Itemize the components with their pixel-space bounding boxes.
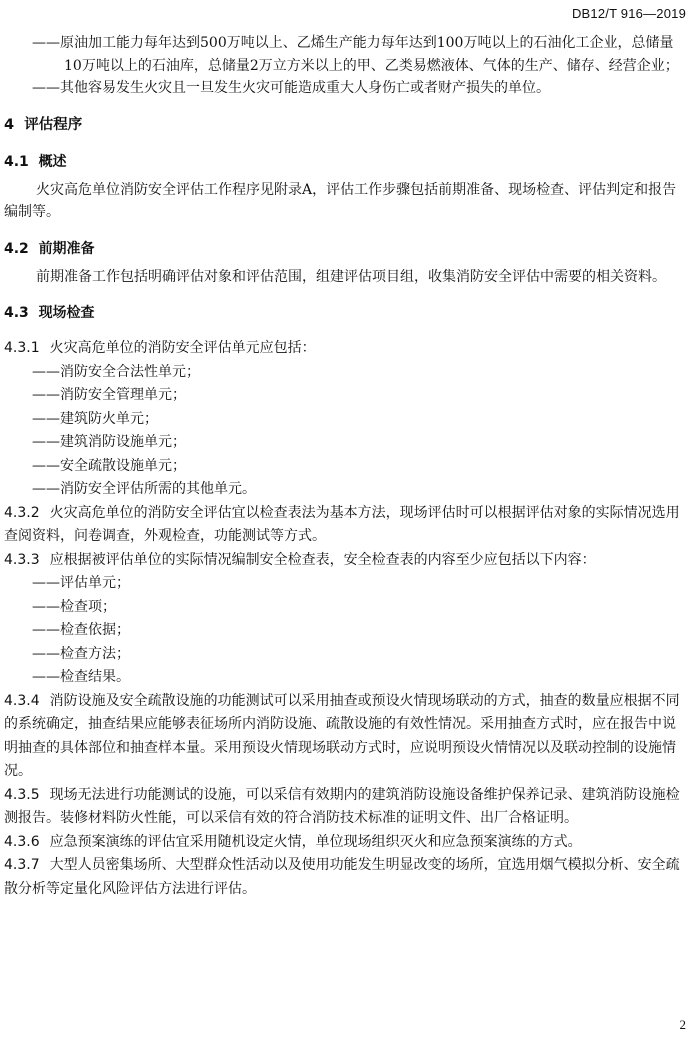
section-4-3-heading xyxy=(4,301,700,325)
clause-4-3-1 xyxy=(4,337,686,361)
dash-item-other-units: ——其他容易发生火灾且一旦发生火灾可能造成重大人身伤亡或者财产损失的单位。 xyxy=(32,80,550,96)
clause-4-3-3-number: 4.3.3 xyxy=(4,551,40,568)
clause-4-3-2-text: 火灾高危单位的消防安全评估宜以检查表法为基本方法，现场评估时可以根据评估对象的实际情况选用查阅资料，问卷调查，外观检查，功能测试等方式。 xyxy=(4,504,680,544)
section-4-2-heading xyxy=(4,237,700,261)
clause-4-3-2-number: 4.3.2 xyxy=(4,504,40,521)
section-4-3-title: 现场检查 xyxy=(38,305,95,321)
section-4-1-heading xyxy=(4,150,700,174)
list-item: ——检查项； xyxy=(32,598,116,615)
list-item: ——建筑消防设施单元； xyxy=(32,434,186,450)
section-4-1-title: 概述 xyxy=(38,153,67,170)
clause-4-3-5-text: 现场无法进行功能测试的设施，可以采信有效期内的建筑消防设施设备维护保养记录、建筑消防设施检测报告。装修材料防火性能，可以采信有效的符合消防技术标准的证明文件、出厂合格证明。 xyxy=(4,786,680,826)
clause-4-3-7-number: 4.3.7 xyxy=(4,857,40,873)
list-item: ——检查方法； xyxy=(32,645,130,662)
clause-4-3-2 xyxy=(4,502,686,549)
clause-4-3-3 xyxy=(4,549,686,573)
list-item: ——安全疏散设施单元； xyxy=(32,457,186,474)
section-4-2-title: 前期准备 xyxy=(38,240,95,257)
list-item: ——消防安全管理单元； xyxy=(32,387,186,403)
section-4-heading xyxy=(4,113,700,137)
section-4-3-number: 4.3 xyxy=(4,305,29,321)
dash-item-petrochemical: ——原油加工能力每年达到500万吨以上、乙烯生产能力每年达到100万吨以上的石油化工企业，总储量10万吨以上的石油库，总储量2万立方米以上的甲、乙类易燃液体、气体的生产、储存、经营企业； xyxy=(32,35,679,74)
clause-4-3-1-number: 4.3.1 xyxy=(4,340,40,356)
section-4-number: 4 xyxy=(4,116,15,133)
clause-4-3-4-number: 4.3.4 xyxy=(4,692,40,709)
clause-4-3-6-text: 应急预案演练的评估宜采用随机设定火情，单位现场组织灭火和应急预案演练的方式。 xyxy=(49,833,582,850)
list-item: ——检查结果。 xyxy=(32,669,130,685)
list-item: ——评估单元； xyxy=(32,575,130,591)
list-item: ——消防安全评估所需的其他单元。 xyxy=(32,481,256,497)
clause-4-3-6 xyxy=(4,831,686,855)
clause-4-3-4-text: 消防设施及安全疏散设施的功能测试可以采用抽查或预设火情现场联动的方式，抽查的数量应根据不同的系统确定，抽查结果应能够表征场所内消防设施、疏散设施的有效性情况。采用抽查方式时，应在报告中说明抽查的具体部位和抽查样本量。采用预设火情现场联动方式时，应说明预设火情情况以及联动控制的设施情况。 xyxy=(4,692,680,779)
list-item: ——建筑防火单元； xyxy=(32,410,158,427)
clause-4-3-5 xyxy=(4,784,686,831)
document-body xyxy=(0,32,700,901)
clause-4-3-5-number: 4.3.5 xyxy=(4,786,40,803)
list-item: ——消防安全合法性单元； xyxy=(32,363,200,380)
page-number: 2 xyxy=(679,1017,686,1032)
clause-4-3-3-text: 应根据被评估单位的实际情况编制安全检查表，安全检查表的内容至少应包括以下内容： xyxy=(49,551,596,568)
list-item: ——检查依据； xyxy=(32,622,130,638)
section-4-2-number: 4.2 xyxy=(4,240,29,257)
section-4-1-text: 火灾高危单位消防安全评估工作程序见附录A，评估工作步骤包括前期准备、现场检查、评估判定和报告编制等。 xyxy=(4,181,677,220)
clause-4-3-1-text: 火灾高危单位的消防安全评估单元应包括： xyxy=(49,340,316,356)
clause-4-3-6-number: 4.3.6 xyxy=(4,833,40,850)
section-4-1-number: 4.1 xyxy=(4,153,29,170)
clause-4-3-7 xyxy=(4,854,686,901)
section-4-title: 评估程序 xyxy=(24,116,83,133)
document-code: DB12/T 916—2019 xyxy=(571,6,686,21)
section-4-2-text: 前期准备工作包括明确评估对象和评估范围，组建评估项目组，收集消防安全评估中需要的相关资料。 xyxy=(36,268,666,285)
clause-4-3-7-text: 大型人员密集场所、大型群众性活动以及使用功能发生明显改变的场所，宜选用烟气模拟分析、安全疏散分析等定量化风险评估方法进行评估。 xyxy=(4,857,680,897)
clause-4-3-4 xyxy=(4,690,686,784)
